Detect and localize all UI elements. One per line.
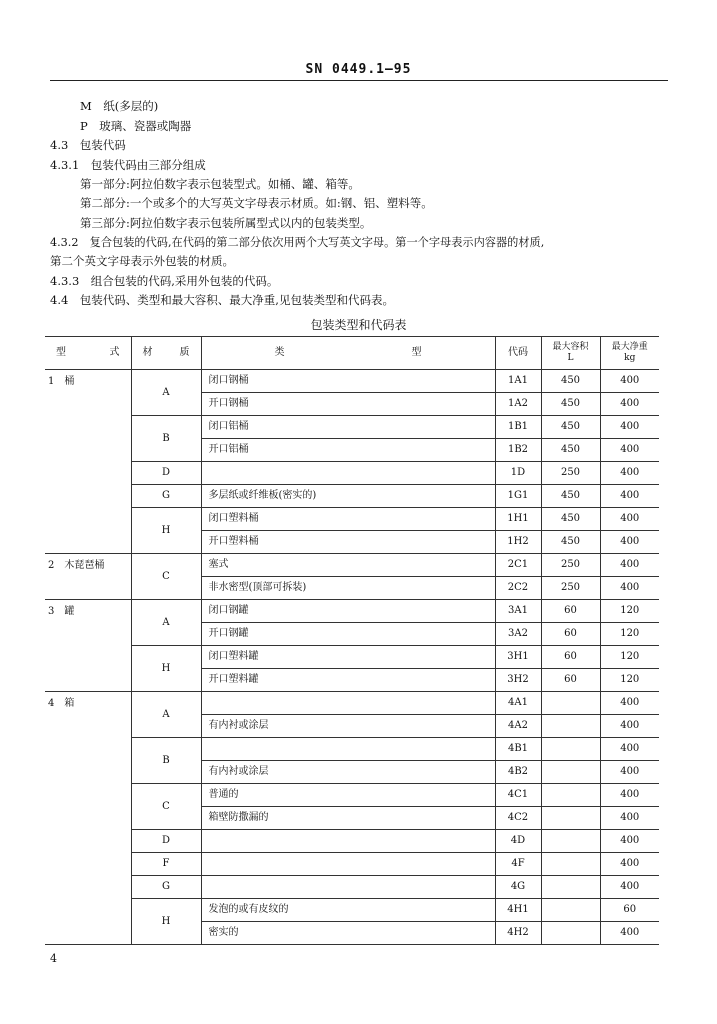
row-code-cell: 4G [495, 876, 541, 899]
row-weight-cell: 400 [600, 715, 659, 738]
row-capacity-cell: 450 [541, 531, 600, 554]
row-weight-cell: 400 [600, 692, 659, 715]
table-header-row [45, 337, 659, 370]
row-code-cell: 4C2 [495, 807, 541, 830]
row-capacity-cell: 450 [541, 439, 600, 462]
material-p-line: P 玻璃、瓷器或陶器 [80, 119, 192, 133]
row-weight-cell: 120 [600, 600, 659, 623]
section-4-3-1: 4.3.1 包装代码由三部分组成 [50, 158, 206, 172]
header-type: 类 型 [201, 337, 495, 370]
row-type-cell [201, 692, 495, 715]
row-weight-cell: 120 [600, 669, 659, 692]
row-type-cell: 开口塑料桶 [201, 531, 495, 554]
row-type-cell: 闭口钢桶 [201, 370, 495, 393]
row-capacity-cell: 250 [541, 554, 600, 577]
row-weight-cell: 400 [600, 830, 659, 853]
row-weight-cell: 400 [600, 439, 659, 462]
row-weight-cell: 400 [600, 577, 659, 600]
table-row [45, 692, 659, 715]
row-capacity-cell: 60 [541, 669, 600, 692]
table-row [45, 600, 659, 623]
row-capacity-cell [541, 830, 600, 853]
row-weight-cell: 400 [600, 784, 659, 807]
section-4-3-2-line2: 第二个英文字母表示外包装的材质。 [50, 254, 234, 268]
table-row [45, 830, 659, 853]
row-weight-cell: 120 [600, 623, 659, 646]
material-cell-1H: H [131, 508, 201, 554]
header-material: 材 质 [131, 337, 201, 370]
row-code-cell: 4A2 [495, 715, 541, 738]
section-4-4: 4.4 包装代码、类型和最大容积、最大净重,见包装类型和代码表。 [50, 293, 394, 307]
row-type-cell [201, 830, 495, 853]
row-weight-cell: 400 [600, 807, 659, 830]
row-type-cell: 塞式 [201, 554, 495, 577]
row-code-cell: 1D [495, 462, 541, 485]
page-number: 4 [50, 952, 57, 965]
row-type-cell: 发泡的或有皮纹的 [201, 899, 495, 922]
header-code: 代码 [495, 337, 541, 370]
row-code-cell: 3H1 [495, 646, 541, 669]
row-code-cell: 2C1 [495, 554, 541, 577]
material-cell-2C: C [131, 554, 201, 600]
material-cell-1D: D [131, 462, 201, 485]
material-cell-3H: H [131, 646, 201, 692]
row-capacity-cell: 450 [541, 416, 600, 439]
row-capacity-cell [541, 761, 600, 784]
row-weight-cell: 400 [600, 485, 659, 508]
row-type-cell: 开口钢罐 [201, 623, 495, 646]
package-code-table [45, 336, 659, 945]
row-type-cell: 闭口钢罐 [201, 600, 495, 623]
row-capacity-cell [541, 922, 600, 945]
row-capacity-cell: 450 [541, 393, 600, 416]
table-caption: 包装类型和代码表 [310, 318, 407, 332]
table-row [45, 899, 659, 922]
row-code-cell: 4F [495, 853, 541, 876]
header-weight: 最大净重 kg [600, 337, 659, 370]
row-code-cell: 1B1 [495, 416, 541, 439]
row-weight-cell: 400 [600, 416, 659, 439]
row-capacity-cell: 450 [541, 485, 600, 508]
table-row [45, 554, 659, 577]
row-code-cell: 1A1 [495, 370, 541, 393]
row-code-cell: 2C2 [495, 577, 541, 600]
row-weight-cell: 400 [600, 370, 659, 393]
row-capacity-cell: 250 [541, 462, 600, 485]
table-row [45, 508, 659, 531]
section-4-3-3: 4.3.3 组合包装的代码,采用外包装的代码。 [50, 274, 279, 288]
row-type-cell [201, 853, 495, 876]
row-weight-cell: 400 [600, 876, 659, 899]
row-type-cell: 开口塑料罐 [201, 669, 495, 692]
material-cell-1A: A [131, 370, 201, 416]
material-cell-4C: C [131, 784, 201, 830]
form-cell-4: 4 箱 [45, 692, 131, 945]
row-code-cell: 4B2 [495, 761, 541, 784]
row-code-cell: 1G1 [495, 485, 541, 508]
material-cell-4H: H [131, 899, 201, 945]
form-cell-1: 1 桶 [45, 370, 131, 554]
row-weight-cell: 400 [600, 922, 659, 945]
material-m-line: M 纸(多层的) [80, 99, 159, 113]
row-code-cell: 3A1 [495, 600, 541, 623]
row-capacity-cell: 60 [541, 623, 600, 646]
material-cell-1G: G [131, 485, 201, 508]
row-type-cell [201, 876, 495, 899]
row-code-cell: 4D [495, 830, 541, 853]
row-code-cell: 1H1 [495, 508, 541, 531]
row-capacity-cell [541, 899, 600, 922]
row-code-cell: 4H2 [495, 922, 541, 945]
row-type-cell: 密实的 [201, 922, 495, 945]
table-row [45, 416, 659, 439]
row-code-cell: 1A2 [495, 393, 541, 416]
row-type-cell: 闭口塑料桶 [201, 508, 495, 531]
row-weight-cell: 400 [600, 738, 659, 761]
header-form: 型 式 [45, 337, 131, 370]
row-weight-cell: 400 [600, 853, 659, 876]
row-code-cell: 4C1 [495, 784, 541, 807]
row-weight-cell: 400 [600, 761, 659, 784]
section-4-3-2-line1: 4.3.2 复合包装的代码,在代码的第二部分依次用两个大写英文字母。第一个字母表示内容器的材质, [50, 236, 545, 249]
row-type-cell: 有内衬或涂层 [201, 715, 495, 738]
row-code-cell: 1H2 [495, 531, 541, 554]
row-capacity-cell [541, 692, 600, 715]
table-row [45, 646, 659, 669]
row-capacity-cell: 250 [541, 577, 600, 600]
row-capacity-cell [541, 807, 600, 830]
row-code-cell: 1B2 [495, 439, 541, 462]
row-type-cell: 开口铝桶 [201, 439, 495, 462]
table-row [45, 853, 659, 876]
part-three-text: 第三部分:阿拉伯数字表示包装所属型式以内的包装类型。 [80, 216, 372, 230]
form-cell-2: 2 木琵琶桶 [45, 554, 131, 600]
row-capacity-cell [541, 784, 600, 807]
part-one-text: 第一部分:阿拉伯数字表示包装型式。如桶、罐、箱等。 [80, 177, 360, 191]
row-capacity-cell: 450 [541, 370, 600, 393]
row-weight-cell: 60 [600, 899, 659, 922]
row-type-cell: 闭口塑料罐 [201, 646, 495, 669]
row-type-cell: 有内衬或涂层 [201, 761, 495, 784]
material-cell-4F: F [131, 853, 201, 876]
row-capacity-cell: 60 [541, 646, 600, 669]
table-row [45, 462, 659, 485]
row-capacity-cell: 450 [541, 508, 600, 531]
row-type-cell [201, 462, 495, 485]
row-capacity-cell [541, 738, 600, 761]
material-cell-4D: D [131, 830, 201, 853]
row-capacity-cell [541, 876, 600, 899]
row-code-cell: 4B1 [495, 738, 541, 761]
row-type-cell: 箱壁防撒漏的 [201, 807, 495, 830]
row-capacity-cell: 60 [541, 600, 600, 623]
header-rule [50, 80, 668, 81]
material-cell-4G: G [131, 876, 201, 899]
table-row [45, 370, 659, 393]
row-weight-cell: 400 [600, 554, 659, 577]
row-weight-cell: 120 [600, 646, 659, 669]
row-weight-cell: 400 [600, 508, 659, 531]
standard-code-header: SN 0449.1—95 [305, 62, 412, 77]
row-code-cell: 4H1 [495, 899, 541, 922]
material-cell-4A: A [131, 692, 201, 738]
row-type-cell: 闭口铝桶 [201, 416, 495, 439]
row-type-cell: 多层纸或纤维板(密实的) [201, 485, 495, 508]
table-row [45, 784, 659, 807]
row-code-cell: 3H2 [495, 669, 541, 692]
row-code-cell: 3A2 [495, 623, 541, 646]
material-cell-3A: A [131, 600, 201, 646]
part-two-text: 第二部分:一个或多个的大写英文字母表示材质。如:钢、铝、塑料等。 [80, 196, 433, 210]
table-row [45, 738, 659, 761]
table-row [45, 485, 659, 508]
row-weight-cell: 400 [600, 531, 659, 554]
header-capacity: 最大容积 L [541, 337, 600, 370]
form-cell-3: 3 罐 [45, 600, 131, 692]
row-type-cell: 普通的 [201, 784, 495, 807]
row-type-cell [201, 738, 495, 761]
row-weight-cell: 400 [600, 462, 659, 485]
material-cell-4B: B [131, 738, 201, 784]
table-row [45, 876, 659, 899]
row-capacity-cell [541, 715, 600, 738]
row-type-cell: 开口钢桶 [201, 393, 495, 416]
row-capacity-cell [541, 853, 600, 876]
row-type-cell: 非水密型(顶部可拆装) [201, 577, 495, 600]
section-4-3-heading: 4.3 包装代码 [50, 138, 126, 152]
material-cell-1B: B [131, 416, 201, 462]
row-weight-cell: 400 [600, 393, 659, 416]
row-code-cell: 4A1 [495, 692, 541, 715]
